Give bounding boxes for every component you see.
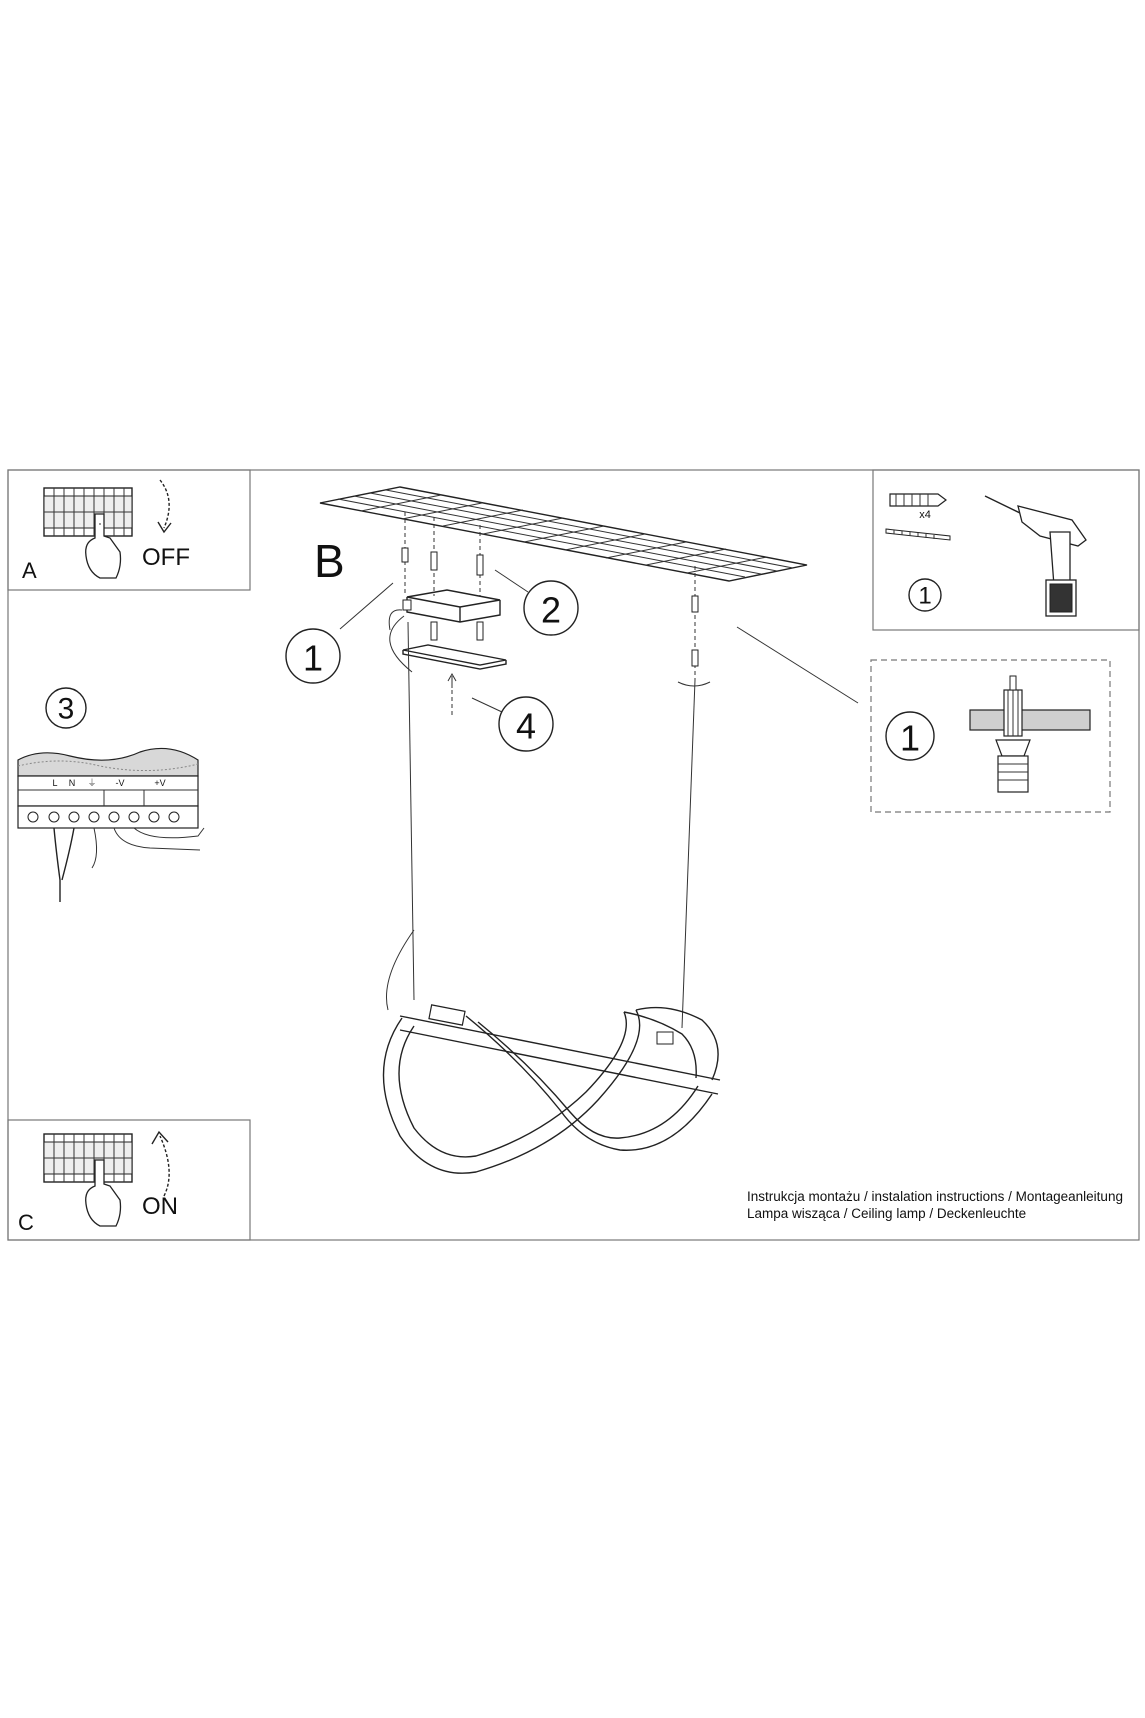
callout-3: 3 — [57, 692, 75, 726]
ceiling-plate — [320, 487, 807, 581]
wall-plug-icon — [890, 494, 946, 506]
callout-1-tools: 1 — [918, 582, 932, 610]
ceiling-anchor-icon — [970, 676, 1090, 792]
cable-twist — [678, 682, 710, 686]
luminaire — [383, 1005, 720, 1173]
terminal-label-l: L — [52, 778, 58, 788]
on-label: ON — [142, 1193, 178, 1220]
terminal-label-earth: ⏚ — [87, 778, 97, 788]
footer-line-1: Instrukcja montażu / instalation instructions / Montageanleitung — [747, 1189, 1123, 1204]
breaker-panel-icon — [44, 1134, 132, 1182]
tools-panel — [873, 470, 1139, 630]
terminal-label-n: N — [68, 778, 76, 788]
panel-a — [8, 470, 250, 590]
breaker-panel-icon — [44, 488, 132, 536]
off-label: OFF — [142, 544, 190, 571]
terminal-block-icon — [18, 748, 204, 902]
panel-b-assembly — [286, 487, 858, 1173]
curved-arrow-icon — [158, 480, 171, 532]
up-arrow — [448, 674, 456, 688]
footer-caption — [747, 1188, 1123, 1222]
terminal-label-plus-v: +V — [154, 778, 166, 788]
quantity-label: x4 — [919, 509, 931, 521]
sheet-frame — [8, 470, 1139, 1240]
anchor-detail-panel — [871, 660, 1110, 812]
callout-1-detail: 1 — [899, 717, 921, 759]
panel-c — [8, 1120, 250, 1240]
callout-4-cover: 4 — [515, 705, 537, 747]
screw-icon — [886, 529, 950, 540]
mounting-bracket — [403, 590, 500, 622]
step-3-wiring — [18, 688, 204, 902]
panel-a-letter: A — [22, 558, 37, 583]
terminal-label-minus-v: -V — [115, 778, 125, 788]
panel-c-letter: C — [18, 1210, 34, 1235]
footer-line-2: Lampa wisząca / Ceiling lamp / Deckenleuchte — [747, 1206, 1027, 1221]
canopy-cover — [403, 645, 506, 669]
left-cable — [408, 622, 414, 1000]
right-cable — [682, 680, 695, 1028]
callout-2-bracket: 2 — [540, 589, 562, 631]
curved-arrow-icon — [152, 1132, 169, 1196]
drill-icon — [985, 496, 1086, 616]
callout-1-ceiling: 1 — [302, 637, 324, 679]
panel-b-letter: B — [314, 535, 345, 587]
